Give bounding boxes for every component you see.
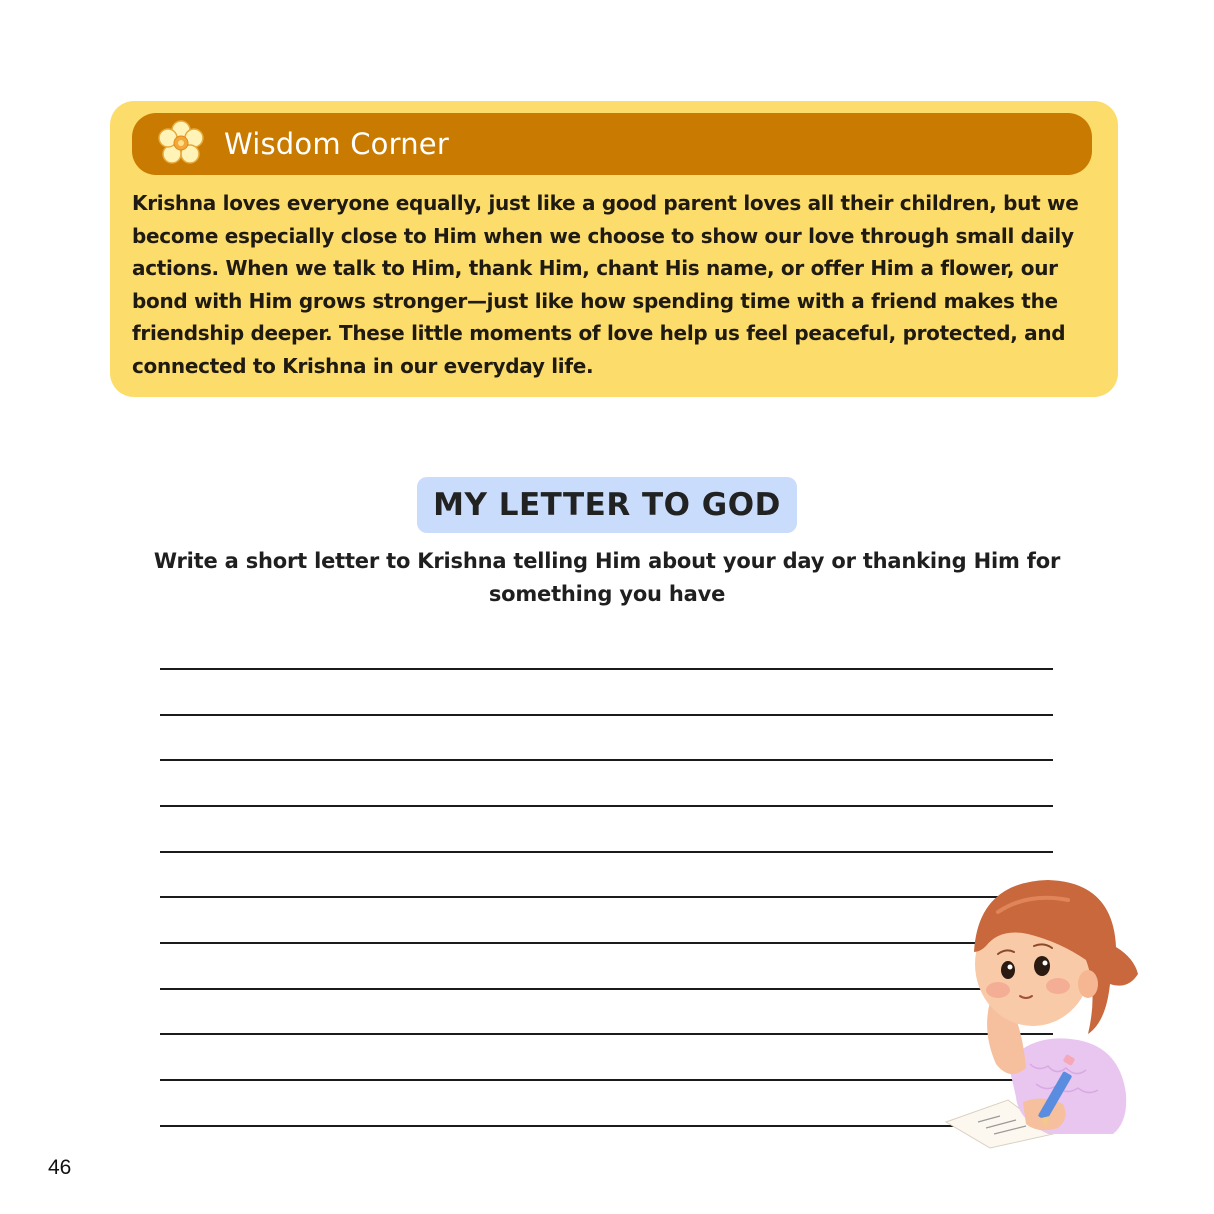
- page-number: 46: [48, 1156, 72, 1179]
- wisdom-corner-box: [110, 101, 1118, 397]
- writing-line[interactable]: [160, 896, 1053, 898]
- letter-title-container: [0, 477, 1214, 533]
- writing-line[interactable]: [160, 668, 1053, 670]
- writing-line[interactable]: [160, 714, 1053, 716]
- writing-line[interactable]: [160, 1033, 1053, 1035]
- wisdom-corner-header: [132, 113, 1092, 175]
- writing-line[interactable]: [160, 851, 1053, 853]
- writing-line[interactable]: [160, 1125, 1053, 1127]
- flower-icon: [156, 119, 206, 169]
- letter-instructions: Write a short letter to Krishna telling Him about your day or thanking Him for something you have: [153, 549, 1061, 606]
- writing-line[interactable]: [160, 988, 1053, 990]
- writing-line[interactable]: [160, 942, 1053, 944]
- thinking-girl-writing-illustration: [938, 872, 1148, 1152]
- writing-line[interactable]: [160, 1079, 1053, 1081]
- wisdom-corner-text: Krishna loves everyone equally, just like a good parent loves all their children, but we become especially close to Him when we choose to show our love through small daily actions. When we talk to Him, thank Him, chant His name, or offer Him a flower, our bond with Him grows stronger—just like how spending time with a friend makes the friendship deeper. These little moments of love help us feel peaceful, protected, and connected to Krishna in our everyday life.: [132, 191, 1079, 378]
- writing-line[interactable]: [160, 759, 1053, 761]
- wisdom-corner-title: Wisdom Corner: [224, 127, 449, 161]
- letter-title: MY LETTER TO GOD: [417, 477, 797, 533]
- writing-line[interactable]: [160, 805, 1053, 807]
